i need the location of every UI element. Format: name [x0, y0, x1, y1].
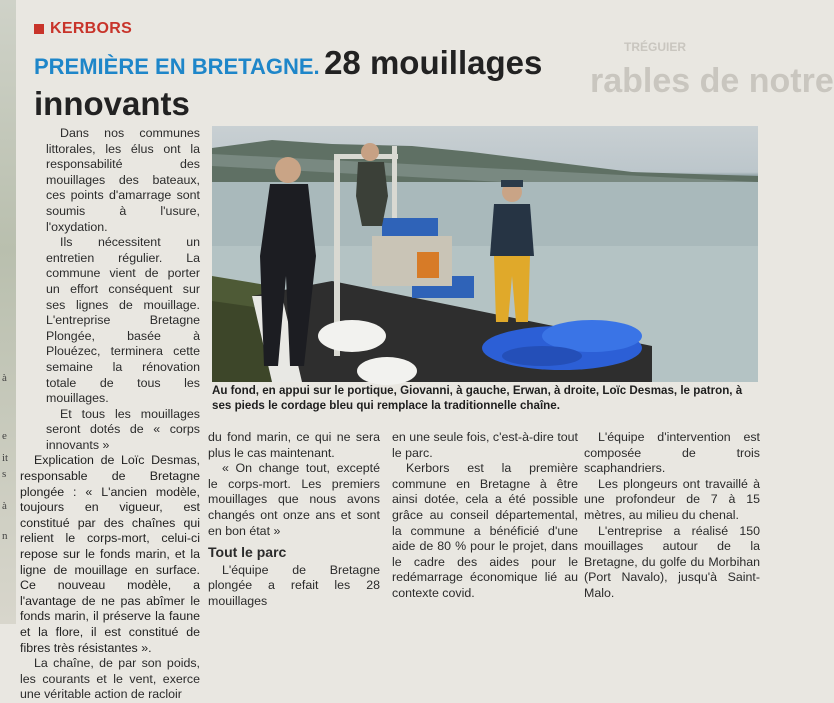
paragraph: L'entreprise a réalisé 150 mouillages autour de la Bretagne, du golfe du Morbihan (Port Navalo), jusqu'à Saint-Malo.: [584, 523, 760, 600]
paragraph: Ils nécessitent un entretien régulier. La commune vient de porter un effort conséquent sur ses lignes de mouillage. L'entreprise Bretagne Plongée, basée à Plouézec, terminera cette semaine la rénovation totale de tous les mouillages.: [46, 235, 200, 406]
article-column-2: [208, 430, 380, 610]
article-column-4: [584, 430, 760, 602]
paragraph: Et tous les mouillages seront dotés de « corps innovants »: [46, 406, 200, 452]
paragraph: Les plongeurs ont travaillé à une profondeur de 7 à 15 mètres, au milieu du chenal.: [584, 476, 760, 522]
strip-text: à: [2, 500, 7, 512]
photo-caption: Au fond, en appui sur le portique, Giovanni, à gauche, Erwan, à droite, Loïc Desmas, le patron, à ses pieds le cordage bleu qui remplace la traditionnelle chaîne.: [212, 384, 743, 412]
headline-title-line2: innovants: [34, 85, 190, 122]
article-column-3: [392, 430, 578, 602]
section-square-icon: [34, 24, 44, 34]
strip-text: n: [2, 530, 8, 542]
strip-text: e: [2, 430, 7, 442]
paragraph: La chaîne, de par son poids, les courants et le vent, exerce une véritable action de racloir: [20, 656, 200, 702]
paragraph: du fond marin, ce qui ne sera plus le cas maintenant.: [208, 430, 380, 460]
adjacent-page-strip: [0, 0, 16, 624]
boat-crew-illustration: [212, 126, 758, 382]
paragraph: Kerbors est la première commune en Bretagne à être ainsi dotée, cela a été possible grâce au conseil départemental, la commune a bénéficié d'une aide de 80 % pour le projet, dans le cadre des aides pour le redémarrage économique lié au contexte covid.: [392, 461, 578, 600]
strip-text: s: [2, 468, 7, 480]
paragraph: « On change tout, excepté le corps-mort. Les premiers mouillages que nous avons changés ont onze ans et sont en bon état »: [208, 461, 380, 538]
article-photo: [212, 126, 758, 382]
paragraph: en une seule fois, c'est-à-dire tout le parc.: [392, 430, 578, 460]
headline-title-line1: 28 mouillages: [324, 44, 543, 81]
paragraph: Explication de Loïc Desmas, responsable de Bretagne plongée : « L'ancien modèle, toujours en vigueur, est constitué par des chaînes qui relient le corps-mort, celui-ci repose sur le fonds marin, et la ligne de mouillage en surface. Ce nouveau modèle, a l'avantage de ne pas abîmer le fonds marin, il préserve la faune et la flore, il est constitué de fibres très résistantes ».: [20, 453, 200, 655]
paragraph: L'équipe de Bretagne plongée a refait les 28 mouillages: [208, 562, 380, 608]
background-article-title: rables de notre: [590, 62, 834, 100]
article-column-1: [20, 126, 200, 703]
paragraph: L'équipe d'intervention est composée de trois scaphandriers.: [584, 430, 760, 476]
headline-kicker: PREMIÈRE EN BRETAGNE.: [34, 54, 320, 79]
background-article-label: TRÉGUIER: [624, 40, 687, 54]
strip-text: à: [2, 372, 7, 384]
section-tag: [34, 20, 132, 38]
background-article: [590, 18, 834, 128]
paragraph: Dans nos communes littorales, les élus ont la responsabilité des mouillages des bateaux, ces points d'amarrage sont soumis à l'usure, l'oxydation.: [46, 126, 200, 234]
strip-text: it: [2, 452, 9, 464]
section-label: KERBORS: [50, 20, 133, 37]
headline: [34, 46, 594, 128]
subheading: Tout le parc: [208, 544, 287, 561]
